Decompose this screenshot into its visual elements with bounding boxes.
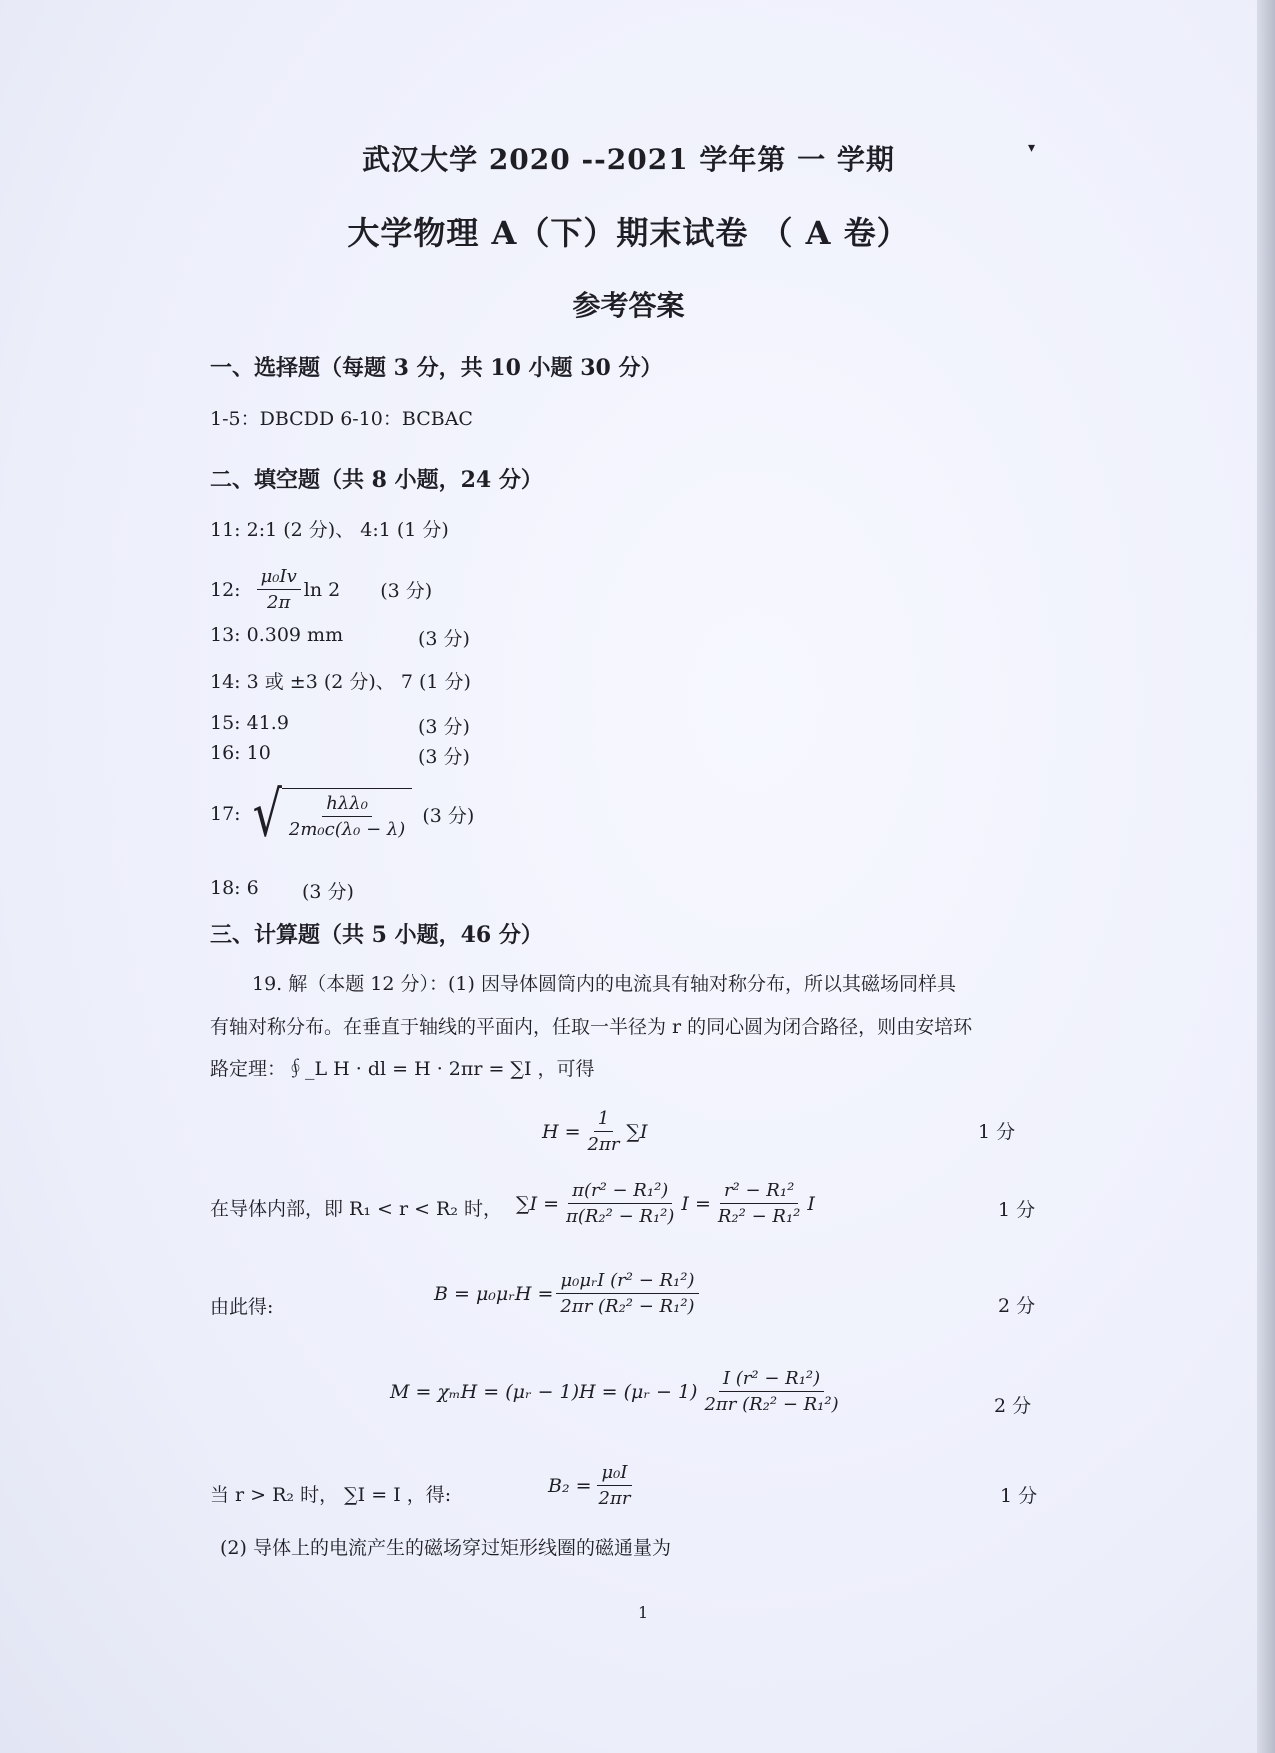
equation-b-denominator: 2πr (R₂² − R₁²) bbox=[560, 1296, 695, 1317]
equation-b2-numerator: μ₀I bbox=[597, 1462, 631, 1486]
equation-b-fraction bbox=[556, 1270, 698, 1317]
corner-mark: ▾ bbox=[1028, 140, 1036, 156]
answer-13: 13: 0.309 mm bbox=[210, 624, 344, 646]
equation-m-fraction bbox=[700, 1368, 842, 1415]
answer-17-denominator: 2m₀c(λ₀ − λ) bbox=[288, 819, 406, 840]
answer-17 bbox=[210, 777, 475, 851]
equation-h-tail: ∑I bbox=[626, 1120, 648, 1143]
answer-12-tail: ln 2 bbox=[303, 578, 341, 601]
answer-12-score: (3 分) bbox=[380, 580, 433, 602]
equation-b-score: 2 分 bbox=[998, 1295, 1036, 1317]
equation-sum-i bbox=[516, 1180, 815, 1227]
section-calc-title: 三、计算题（共 5 小题，46 分） bbox=[210, 922, 543, 948]
answer-16: 16: 10 bbox=[210, 742, 271, 764]
answer-key-title: 参考答案 bbox=[572, 289, 685, 322]
answer-12 bbox=[210, 566, 432, 613]
equation-b bbox=[434, 1270, 702, 1317]
part-2-text: (2) 导体上的电流产生的磁场穿过矩形线圈的磁通量为 bbox=[220, 1537, 671, 1559]
answer-12-numerator: μ₀Iv bbox=[257, 566, 301, 590]
equation-sum-i-lhs: ∑I = bbox=[516, 1192, 560, 1215]
equation-b-lhs: B = μ₀μᵣH = bbox=[434, 1282, 554, 1305]
equation-sum-i-fraction1 bbox=[562, 1180, 678, 1227]
problem-19-line1: 19. 解（本题 12 分）：(1) 因导体圆筒内的电流具有轴对称分布，所以其磁场同样具 bbox=[252, 973, 956, 995]
equation-sum-i-score: 1 分 bbox=[998, 1199, 1036, 1221]
equation-h bbox=[542, 1108, 648, 1155]
equation-h-lhs: H = bbox=[542, 1120, 581, 1143]
equation-m-lhs: M = χₘH = (μᵣ − 1)H = (μᵣ − 1) bbox=[390, 1380, 698, 1403]
equation-m-denominator: 2πr (R₂² − R₁²) bbox=[704, 1394, 839, 1415]
equation-m-score: 2 分 bbox=[994, 1395, 1032, 1417]
equation-sum-i-numerator2: r² − R₁² bbox=[720, 1180, 798, 1204]
answer-11: 11: 2:1 (2 分)、 4:1 (1 分) bbox=[210, 519, 449, 541]
answer-12-fraction bbox=[257, 566, 301, 613]
equation-b-numerator: μ₀μᵣI (r² − R₁²) bbox=[556, 1270, 698, 1294]
equation-sum-i-denominator2: R₂² − R₁² bbox=[717, 1206, 801, 1227]
hence-text: 由此得: bbox=[210, 1296, 274, 1318]
equation-b2-lhs: B₂ = bbox=[548, 1474, 592, 1497]
answer-17-numerator: hλλ₀ bbox=[322, 793, 372, 817]
problem-19-line3: 路定理：∮_L H · dl = H · 2πr = ∑I ，可得 bbox=[210, 1058, 595, 1080]
answer-12-label: 12: bbox=[210, 578, 241, 601]
equation-b2-denominator: 2πr bbox=[598, 1488, 631, 1509]
equation-sum-i-fraction2 bbox=[714, 1180, 805, 1227]
answer-18-score: (3 分) bbox=[302, 881, 354, 903]
equation-sum-i-mid: I = bbox=[681, 1192, 711, 1215]
inner-region-text: 在导体内部，即 R₁ < r < R₂ 时， bbox=[210, 1198, 503, 1220]
section-choice-title: 一、选择题（每题 3 分，共 10 小题 30 分） bbox=[210, 355, 663, 381]
equation-h-denominator: 2πr bbox=[587, 1134, 620, 1155]
outer-region-text: 当 r > R₂ 时， ∑I = I ，得: bbox=[210, 1484, 452, 1506]
equation-sum-i-denominator1: π(R₂² − R₁²) bbox=[566, 1206, 675, 1227]
exam-title: 大学物理 A（下）期末试卷 （ A 卷） bbox=[347, 214, 910, 252]
university-term-title: 武汉大学 2020 --2021 学年第 一 学期 bbox=[362, 143, 895, 176]
answer-15-score: (3 分) bbox=[418, 716, 470, 738]
answer-12-denominator: 2π bbox=[267, 592, 291, 613]
choice-answers: 1-5：DBCDD 6-10：BCBAC bbox=[210, 408, 473, 430]
answer-17-fraction bbox=[285, 793, 409, 840]
answer-14: 14: 3 或 ±3 (2 分)、 7 (1 分) bbox=[210, 671, 471, 693]
answer-16-score: (3 分) bbox=[418, 746, 470, 768]
equation-sum-i-tail: I bbox=[807, 1192, 815, 1215]
equation-b2-score: 1 分 bbox=[1000, 1485, 1038, 1507]
answer-17-label: 17: bbox=[210, 803, 241, 825]
equation-m bbox=[390, 1368, 846, 1415]
equation-sum-i-numerator1: π(r² − R₁²) bbox=[568, 1180, 672, 1204]
answer-18: 18: 6 bbox=[210, 877, 259, 899]
equation-h-numerator: 1 bbox=[594, 1108, 613, 1132]
answer-17-score: (3 分) bbox=[422, 804, 475, 827]
answer-13-score: (3 分) bbox=[418, 628, 470, 650]
problem-19-line2: 有轴对称分布。在垂直于轴线的平面内，任取一半径为 r 的同心圆为闭合路径，则由安培环 bbox=[210, 1016, 973, 1038]
square-root-icon: √ $\frac{\text{hλλ₀}}{\text{2m₀c(λ₀ − λ)}}$ bbox=[253, 788, 413, 840]
scan-edge bbox=[1257, 0, 1275, 1753]
equation-b2-fraction bbox=[595, 1462, 635, 1509]
answer-15: 15: 41.9 bbox=[210, 712, 289, 734]
equation-m-numerator: I (r² − R₁²) bbox=[719, 1368, 824, 1392]
page-number: 1 bbox=[638, 1603, 649, 1622]
section-fill-title: 二、填空题（共 8 小题，24 分） bbox=[210, 467, 543, 493]
equation-h-score: 1 分 bbox=[978, 1121, 1016, 1143]
equation-h-fraction bbox=[584, 1108, 624, 1155]
equation-b2 bbox=[548, 1462, 637, 1509]
